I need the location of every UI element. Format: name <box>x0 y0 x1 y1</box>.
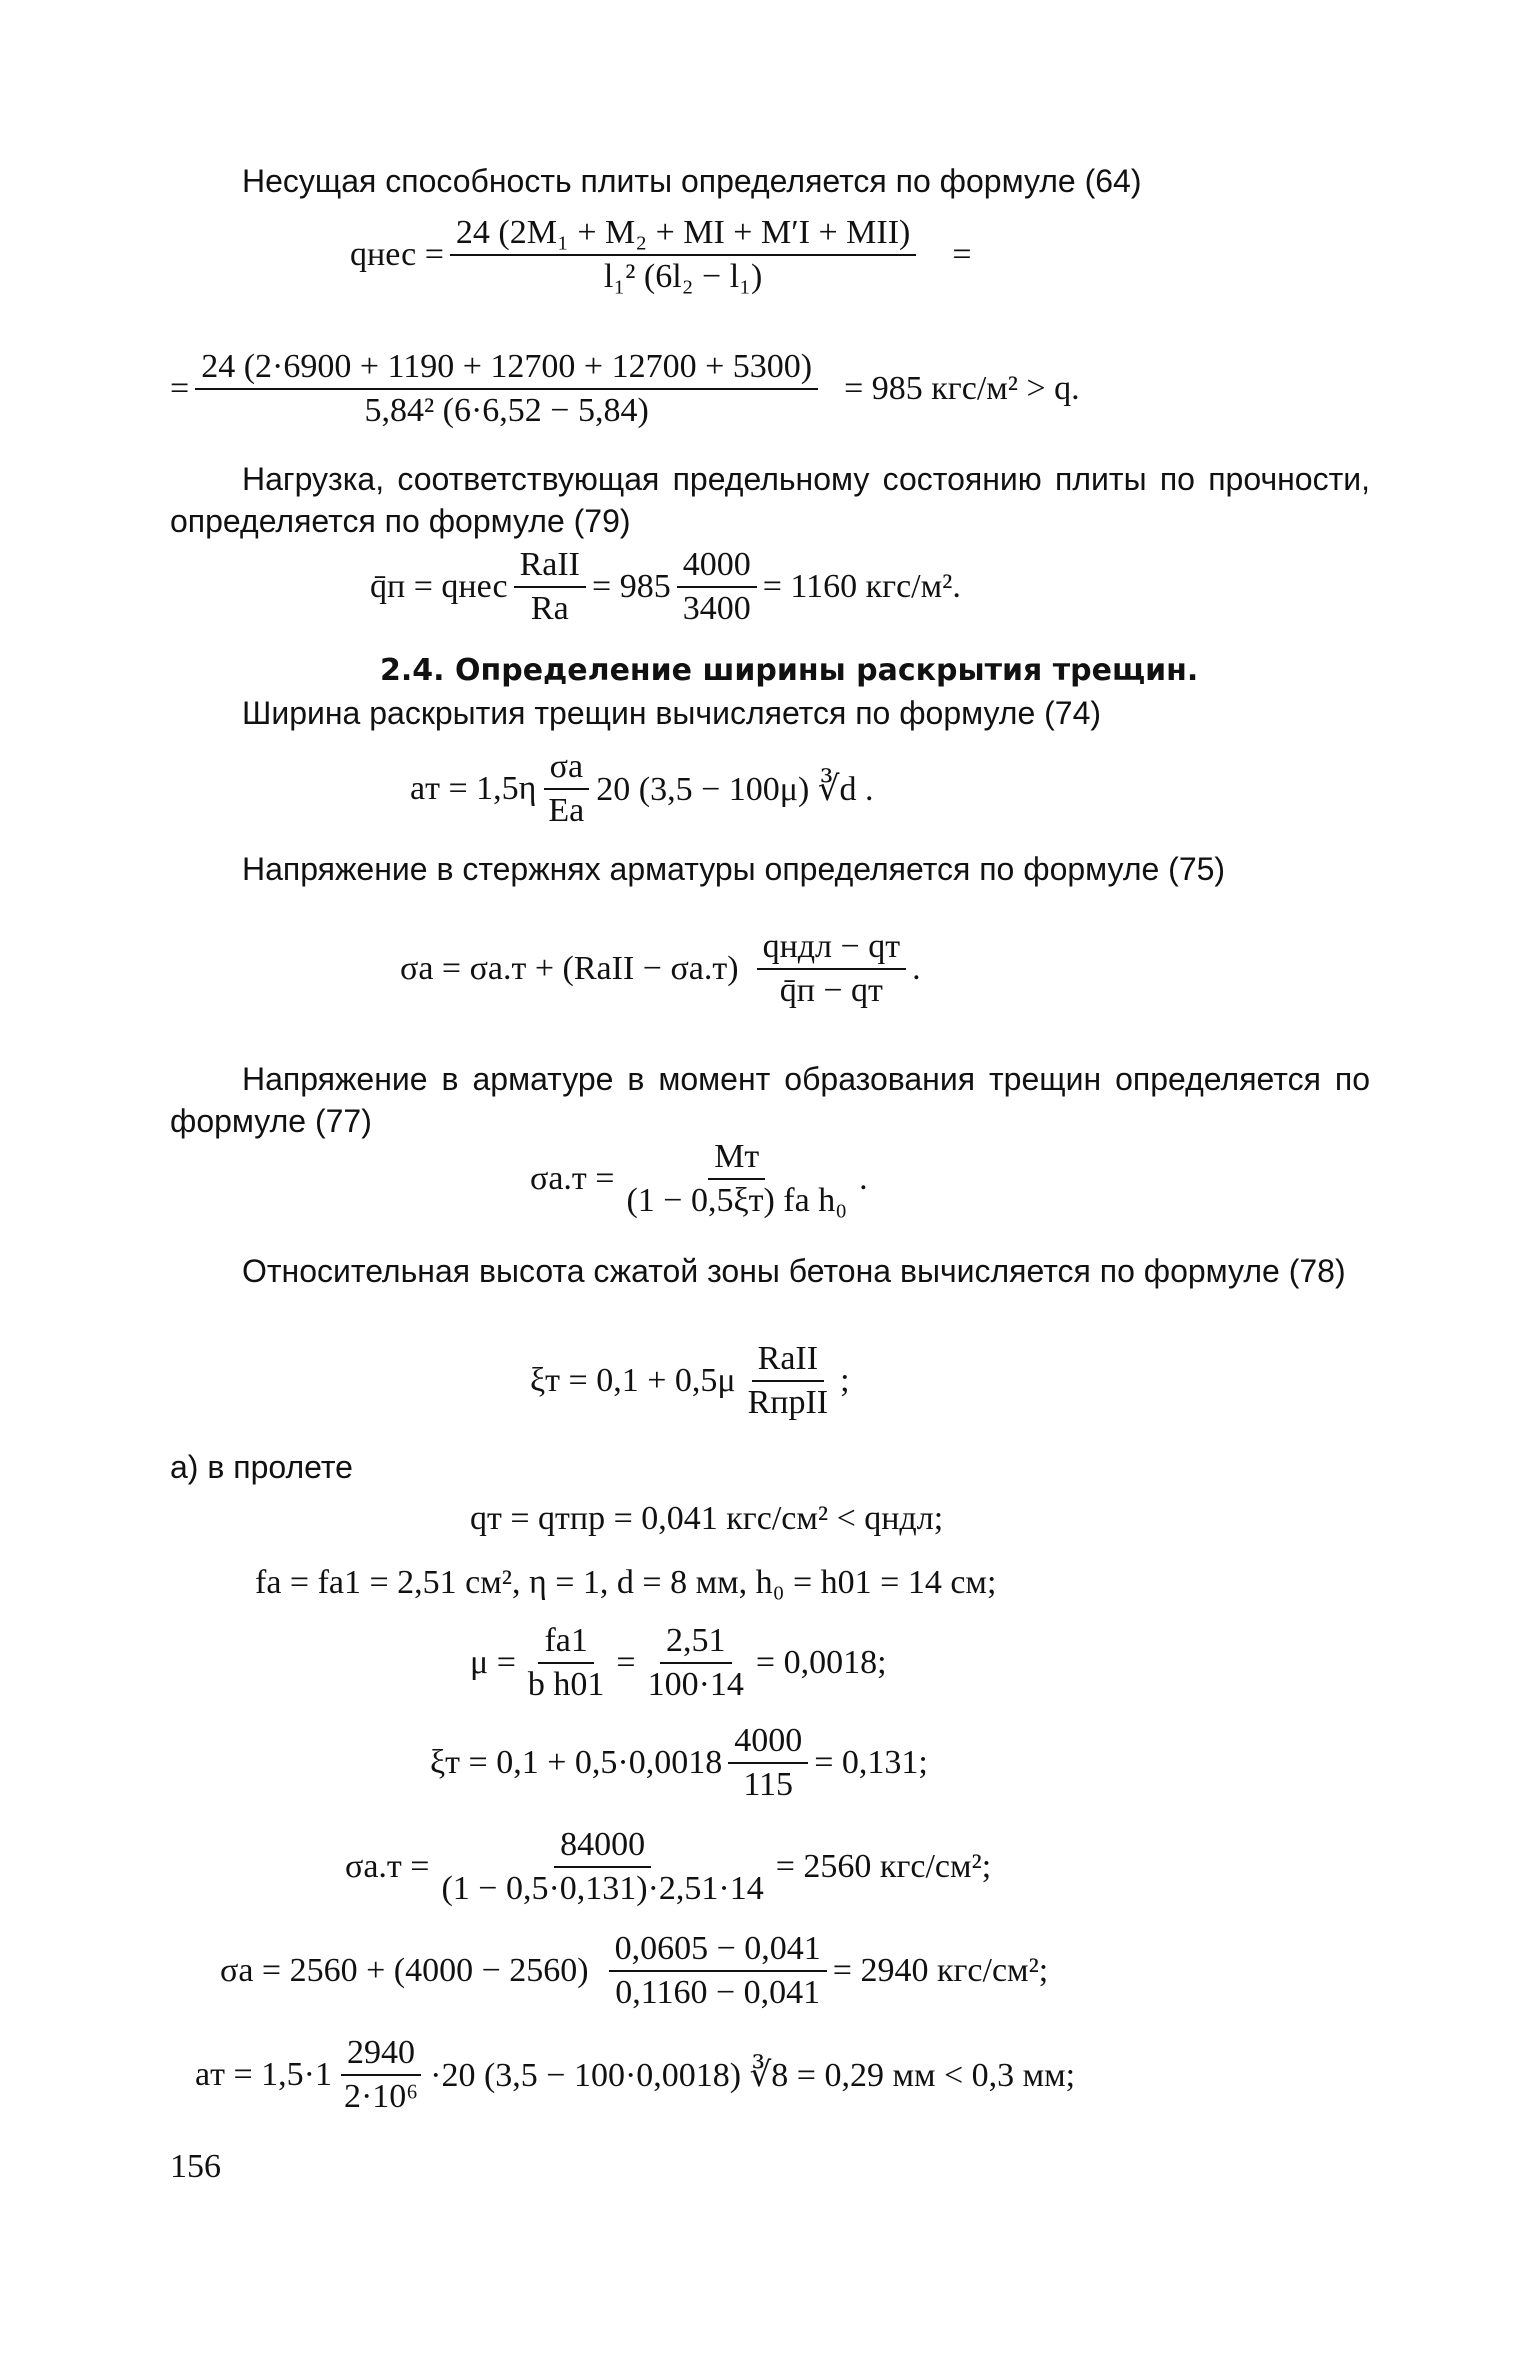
fraction <box>450 214 916 296</box>
formula-tail: = <box>952 236 972 273</box>
fraction <box>742 1340 835 1422</box>
formula-middle: = <box>616 1644 636 1681</box>
formula-lhs: = <box>170 370 190 407</box>
fraction <box>728 1722 808 1804</box>
denominator: RпрII <box>747 1384 829 1421</box>
paragraph-rebar-stress: Напряжение в стержнях арматуры определяется по формуле (75) <box>242 851 1226 887</box>
formula-sigma-a <box>220 1930 1048 2012</box>
numerator: 84000 <box>554 1826 651 1868</box>
fraction <box>642 1622 750 1704</box>
paragraph-relative-height: Относительная высота сжатой зоны бетона вычисляется по формуле (78) <box>242 1253 1346 1289</box>
formula-bearing-capacity <box>350 214 972 296</box>
formula-tail: = 2560 кгс/см²; <box>775 1848 992 1885</box>
numerator: 2940 <box>341 2034 421 2076</box>
formula-lhs: μ = <box>470 1644 516 1681</box>
formula-geometry: fa = fa1 = 2,51 см², η = 1, d = 8 мм, h₀ = h01 = 14 см; <box>255 1564 997 1601</box>
fraction <box>338 2034 424 2116</box>
formula-tail: = 0,131; <box>814 1744 928 1781</box>
fraction <box>195 348 818 430</box>
denominator: 3400 <box>682 590 751 627</box>
numerator: σa <box>544 748 589 790</box>
denominator: q̄п − qт <box>779 972 883 1009</box>
formula-lhs: ξт = 0,1 + 0,5·0,0018 <box>430 1744 723 1781</box>
denominator: 2·10⁶ <box>343 2078 419 2115</box>
numerator: 24 (2M₁ + M₂ + MI + M′I + MII) <box>450 214 916 256</box>
formula-tail: . <box>859 1160 868 1197</box>
page-number: 156 <box>170 2148 221 2185</box>
formula-lhs: aт = 1,5·1 <box>195 2056 332 2093</box>
paragraph-limit-load: Нагрузка, соответствующая предельному состоянию плиты по прочности, определяется по формуле (79) <box>170 461 1370 539</box>
formula-tail: 20 (3,5 − 100μ) ∛d . <box>596 771 874 808</box>
denominator: l₁² (6l₂ − l₁) <box>603 258 763 295</box>
formula-lhs: aт = 1,5η <box>410 770 537 807</box>
numerator: RaII <box>514 546 586 588</box>
formula-tail: = 0,0018; <box>755 1644 887 1681</box>
fraction <box>542 748 590 830</box>
formula-tail: ·20 (3,5 − 100·0,0018) ∛8 = 0,29 мм < 0,3 мм; <box>430 2057 1076 2094</box>
formula-qt: qт = qтпр = 0,041 кгс/см² < qндл; <box>470 1500 944 1537</box>
formula-rebar-stress <box>400 928 921 1010</box>
formula-tail: ; <box>840 1362 850 1399</box>
paragraph-in-span: а) в пролете <box>170 1449 353 1485</box>
denominator: 0,1160 − 0,041 <box>615 1974 821 2011</box>
numerator: 24 (2·6900 + 1190 + 12700 + 12700 + 5300) <box>195 348 818 390</box>
formula-lhs: σa = 2560 + (4000 − 2560) <box>220 1952 589 1989</box>
numerator: 4000 <box>728 1722 808 1764</box>
fraction <box>620 1138 853 1220</box>
paragraph-bearing-capacity: Несущая способность плиты определяется по формуле (64) <box>242 163 1142 199</box>
formula-lhs: σa.т = <box>530 1160 615 1197</box>
numerator: 2,51 <box>660 1622 732 1664</box>
formula-lhs: q̄п = qнес <box>370 568 508 605</box>
formula-bearing-capacity-values <box>170 348 1080 430</box>
formula-relative-height <box>530 1340 850 1422</box>
fraction <box>435 1826 769 1908</box>
fraction <box>522 1622 611 1704</box>
fraction <box>757 928 907 1010</box>
numerator: fa1 <box>538 1622 593 1664</box>
formula-crack-result <box>195 2034 1075 2116</box>
section-heading: 2.4. Определение ширины раскрытия трещин. <box>380 653 1199 688</box>
numerator: 0,0605 − 0,041 <box>609 1930 827 1972</box>
formula-crack-stress <box>530 1138 868 1220</box>
numerator: qндл − qт <box>757 928 907 970</box>
denominator: b h01 <box>527 1666 605 1703</box>
denominator: 5,84² (6·6,52 − 5,84) <box>364 392 649 429</box>
fraction <box>677 546 757 628</box>
denominator: 115 <box>743 1766 794 1803</box>
formula-middle: = 985 <box>592 568 671 605</box>
formula-tail: = 2940 кгс/см²; <box>832 1952 1049 1989</box>
denominator: Ra <box>530 590 569 627</box>
paragraph-crack-width: Ширина раскрытия трещин вычисляется по формуле (74) <box>242 695 1102 731</box>
numerator: RaII <box>752 1340 824 1382</box>
denominator: (1 − 0,5·0,131)·2,51·14 <box>441 1870 764 1907</box>
formula-tail: = 1160 кгс/м². <box>762 568 961 605</box>
formula-mu <box>470 1622 887 1704</box>
formula-lhs: ξт = 0,1 + 0,5μ <box>530 1362 736 1399</box>
denominator: Ea <box>548 792 585 829</box>
numerator: 4000 <box>677 546 757 588</box>
formula-lhs: σa.т = <box>345 1848 430 1885</box>
numerator: Mт <box>708 1138 765 1180</box>
formula-crack-width <box>410 748 873 830</box>
paragraph-crack-stress: Напряжение в арматуре в момент образования трещин определяется по формуле (77) <box>170 1061 1370 1139</box>
formula-xi <box>430 1722 928 1804</box>
formula-lhs: qнес = <box>350 236 444 273</box>
fraction <box>514 546 586 628</box>
formula-lhs: σa = σa.т + (RaII − σa.т) <box>400 950 739 987</box>
denominator: (1 − 0,5ξт) fa h₀ <box>626 1182 848 1219</box>
fraction <box>609 1930 827 2012</box>
formula-tail: . <box>912 950 921 987</box>
formula-tail: = 985 кгс/м² > q. <box>844 370 1080 407</box>
formula-limit-load <box>370 546 961 628</box>
denominator: 100·14 <box>647 1666 744 1703</box>
formula-sigma-at <box>345 1826 991 1908</box>
